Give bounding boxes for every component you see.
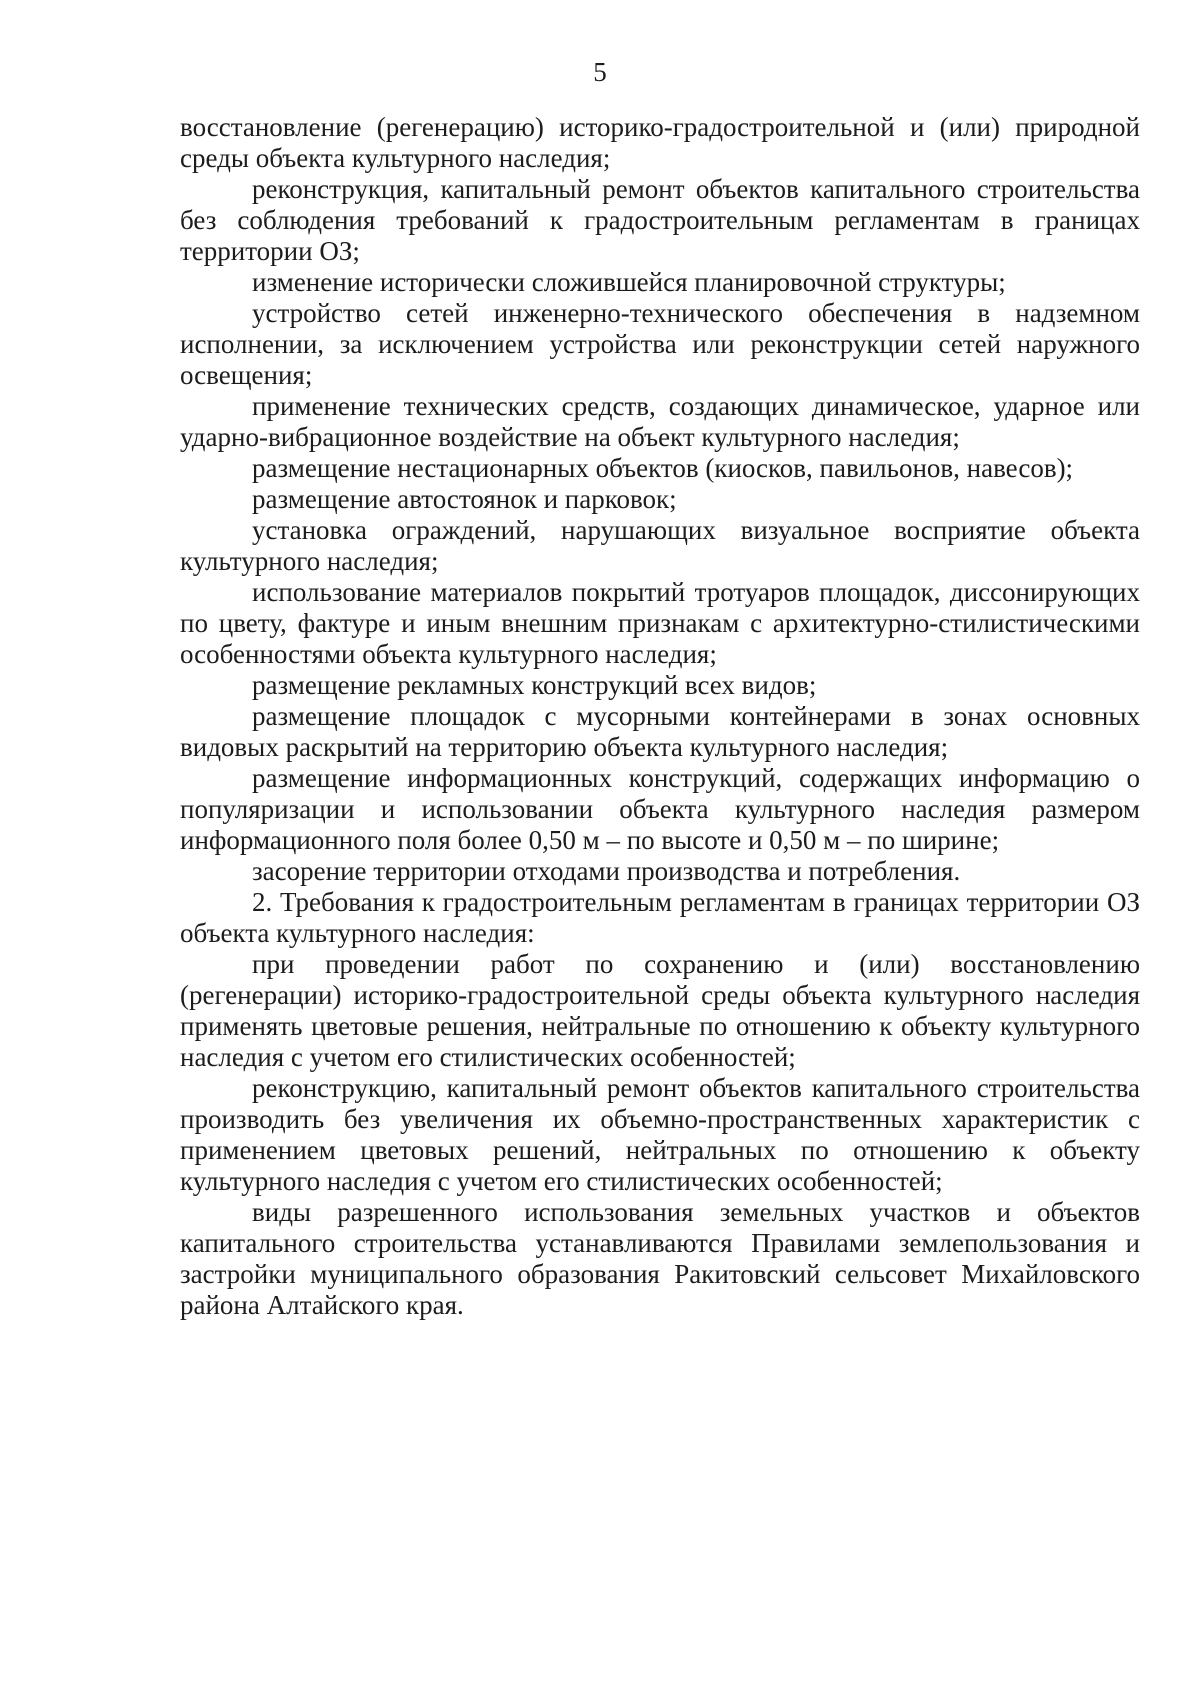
paragraph-waste-sites: размещение площадок с мусорными контейнерами в зонах основных видовых раскрытий на территорию объекта культурного наследия; — [180, 701, 1140, 762]
paragraph-permitted-use: виды разрешенного использования земельных участков и объектов капитального строительства устанавливаются Правилами землепользования и застройки муниципального образования Ракитовский сельсовет Михайловского района Алтайского края. — [180, 1197, 1140, 1320]
paragraph-reconstruction-without-requirements: реконструкция, капитальный ремонт объектов капитального строительства без соблюдения требований к градостроительным регламентам в границах территории ОЗ; — [180, 174, 1140, 266]
paragraph-color-solutions: при проведении работ по сохранению и (или) восстановлению (регенерации) историко-градостроительной среды объекта культурного наследия применять цветовые решения, нейтральные по отношению к объекту культурного наследия с учетом его стилистических особенностей; — [180, 949, 1140, 1072]
paragraph-fences: установка ограждений, нарушающих визуальное восприятие объекта культурного наследия; — [180, 515, 1140, 576]
paragraph-restoration-environment: восстановление (регенерацию) историко-градостроительной и (или) природной среды объекта культурного наследия; — [180, 112, 1140, 173]
paragraph-information-structures: размещение информационных конструкций, содержащих информацию о популяризации и использовании объекта культурного наследия размером информационного поля более 0,50 м – по высоте и 0,50 м – по ширине; — [180, 763, 1140, 855]
paragraph-section-2-heading: 2. Требования к градостроительным регламентам в границах территории ОЗ объекта культурного наследия: — [180, 887, 1140, 948]
paragraph-littering: засорение территории отходами производства и потребления. — [252, 856, 961, 886]
paragraph-nonstationary-objects: размещение нестационарных объектов (киосков, павильонов, навесов); — [252, 453, 1074, 483]
document-body — [180, 112, 1140, 1321]
page-number: 5 — [593, 57, 607, 87]
paragraph-technical-means: применение технических средств, создающих динамическое, ударное или ударно-вибрационное воздействие на объект культурного наследия; — [180, 391, 1140, 452]
paragraph-parking: размещение автостоянок и парковок; — [252, 484, 677, 514]
paragraph-planning-structure: изменение исторически сложившейся планировочной структуры; — [252, 267, 1006, 297]
paragraph-engineering-networks: устройство сетей инженерно-технического обеспечения в надземном исполнении, за исключением устройства или реконструкции сетей наружного освещения; — [180, 298, 1140, 390]
paragraph-advertising: размещение рекламных конструкций всех видов; — [252, 670, 817, 700]
paragraph-paving-materials: использование материалов покрытий тротуаров площадок, диссонирующих по цвету, фактуре и иным внешним признакам с архитектурно-стилистическими особенностями объекта культурного наследия; — [180, 577, 1140, 669]
paragraph-reconstruction-rules: реконструкцию, капитальный ремонт объектов капитального строительства производить без увеличения их объемно-пространственных характеристик с применением цветовых решений, нейтральных по отношению к объекту культурного наследия с учетом его стилистических особенностей; — [180, 1073, 1140, 1196]
